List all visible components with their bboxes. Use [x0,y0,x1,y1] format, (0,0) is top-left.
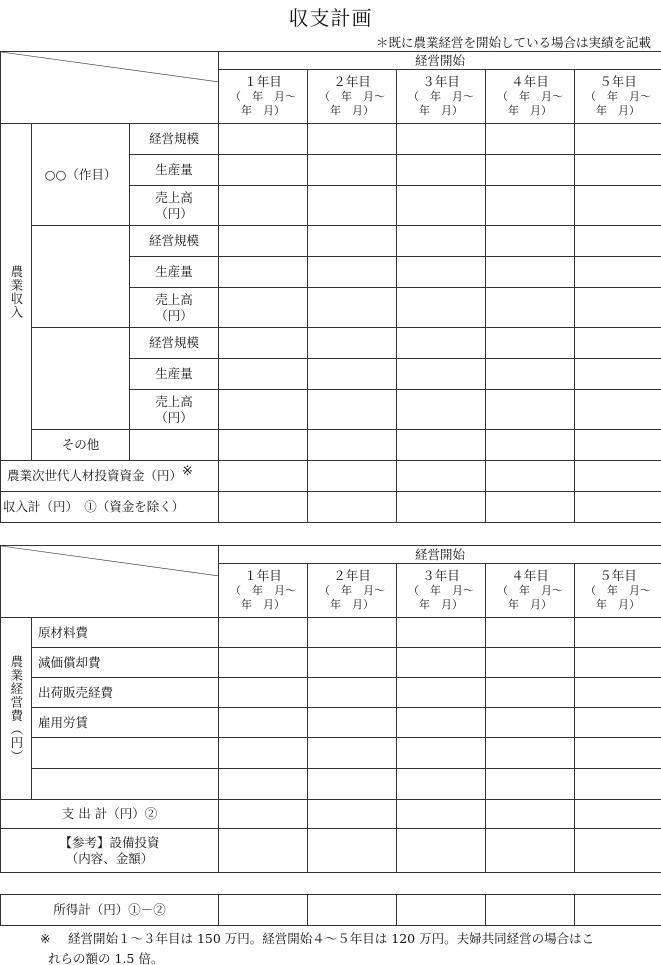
net-income-table [0,894,661,926]
input-cell[interactable] [397,895,486,926]
input-cell[interactable] [486,618,575,648]
expense-item-blank[interactable] [32,769,219,800]
table-row [1,708,661,738]
row-label-sales: 売上高 （円） [130,186,219,226]
input-cell[interactable] [219,769,308,800]
table-row [1,618,661,648]
input-cell[interactable] [486,124,575,155]
input-cell[interactable] [575,738,661,769]
input-cell[interactable] [219,124,308,155]
input-cell[interactable] [486,390,575,430]
input-cell[interactable] [575,257,661,288]
expense-item-label: 雇用労賃 [32,708,219,738]
year-5-header: ５年目 （ 年 月～ 年 月） [575,564,661,618]
table-row [1,430,661,461]
input-cell[interactable] [308,492,397,523]
input-cell[interactable] [397,769,486,800]
page-title: 収支計画 [288,6,373,30]
input-cell[interactable] [397,155,486,186]
input-cell[interactable] [397,226,486,257]
input-cell[interactable] [575,895,661,926]
input-cell[interactable] [219,155,308,186]
input-cell[interactable] [308,430,397,461]
row-label-sales: 売上高 （円） [130,390,219,430]
input-cell[interactable] [486,738,575,769]
input-cell[interactable] [308,226,397,257]
input-cell[interactable] [397,738,486,769]
input-cell[interactable] [308,257,397,288]
footnote-mark: ※ [40,931,51,946]
input-cell[interactable] [575,461,661,492]
input-cell[interactable] [219,618,308,648]
year-2-header: ２年目 （ 年 月～ 年 月） [308,564,397,618]
input-cell[interactable] [575,288,661,328]
row-label-production: 生産量 [130,155,219,186]
expense-item-label: 出荷販売経費 [32,678,219,708]
table-row [1,678,661,708]
input-cell[interactable] [397,186,486,226]
input-cell[interactable] [308,678,397,708]
table-row [1,769,661,800]
input-cell[interactable] [575,769,661,800]
table-row [1,738,661,769]
input-cell[interactable] [486,226,575,257]
input-cell[interactable] [486,288,575,328]
input-cell[interactable] [397,648,486,678]
input-cell[interactable] [397,461,486,492]
header-diagonal-cell [1,546,219,618]
input-cell[interactable] [397,124,486,155]
input-cell[interactable] [219,678,308,708]
crop-2-label[interactable] [32,226,130,328]
input-cell[interactable] [219,288,308,328]
year-1-header: １年目 （ 年 月～ 年 月） [219,70,308,124]
input-cell[interactable] [486,895,575,926]
input-cell[interactable] [397,708,486,738]
input-cell[interactable] [219,186,308,226]
income-table [0,51,661,523]
table-row [1,492,661,523]
input-cell[interactable] [575,618,661,648]
table-row [1,226,661,257]
input-cell[interactable] [575,678,661,708]
table-row [1,648,661,678]
input-cell[interactable] [397,328,486,359]
input-cell[interactable] [486,648,575,678]
note-actual-record: ＊既に農業経営を開始している場合は実績を記載 [375,35,651,50]
table-row [1,461,661,492]
input-cell[interactable] [486,461,575,492]
input-cell[interactable] [486,492,575,523]
input-cell[interactable] [219,738,308,769]
year-4-header: ４年目 （ 年 月～ 年 月） [486,70,575,124]
input-cell[interactable] [575,430,661,461]
other-label: その他 [32,430,130,461]
input-cell[interactable] [397,618,486,648]
input-cell[interactable] [219,800,308,829]
input-cell[interactable] [219,390,308,430]
input-cell[interactable] [486,155,575,186]
row-label-sales: 売上高 （円） [130,288,219,328]
input-cell[interactable] [397,492,486,523]
input-cell[interactable] [219,359,308,390]
row-label-production: 生産量 [130,359,219,390]
section-label-income: 農業収入 [1,124,32,461]
section-label-expense: 農業経営費（円） [1,618,32,800]
input-cell[interactable] [397,390,486,430]
input-cell[interactable] [308,708,397,738]
input-cell[interactable] [397,359,486,390]
input-cell[interactable] [575,186,661,226]
net-income-label: 所得計（円）①－② [1,895,219,926]
input-cell[interactable] [219,648,308,678]
input-cell[interactable] [397,288,486,328]
footnote-line-2: れらの額の 1.5 倍。 [48,951,164,965]
input-cell[interactable] [308,155,397,186]
table-row [1,829,661,873]
input-cell[interactable] [575,800,661,829]
input-cell[interactable] [575,648,661,678]
input-cell[interactable] [486,769,575,800]
input-cell[interactable] [308,618,397,648]
input-cell[interactable] [486,359,575,390]
input-cell[interactable] [219,461,308,492]
row-label-scale: 経営規模 [130,328,219,359]
footnote [40,929,650,965]
input-cell[interactable] [575,226,661,257]
input-cell[interactable] [397,430,486,461]
subsidy-label: 農業次世代人材投資資金（円）※ [1,461,219,492]
diagonal-line [1,546,218,617]
year-3-header: ３年目 （ 年 月～ 年 月） [397,70,486,124]
input-cell[interactable] [308,186,397,226]
reference-investment-label: 【参考】設備投資 （内容、金額） [1,829,219,873]
input-cell[interactable] [486,257,575,288]
input-cell[interactable] [575,359,661,390]
input-cell[interactable] [486,678,575,708]
income-total-label: 収入計（円） ①（資金を除く） [1,492,219,523]
header-diagonal-cell [1,52,219,124]
table-row [1,124,661,155]
year-2-header: ２年目 （ 年 月～ 年 月） [308,70,397,124]
row-label-scale: 経営規模 [130,226,219,257]
input-cell[interactable] [219,708,308,738]
input-cell[interactable] [575,829,661,873]
input-cell[interactable] [575,492,661,523]
group-label: 経営開始 [219,546,661,564]
input-cell[interactable] [397,257,486,288]
expense-item-label: 原材料費 [32,618,219,648]
crop-3-label[interactable] [32,328,130,430]
input-cell[interactable] [219,226,308,257]
table-row [1,800,661,829]
input-cell[interactable] [308,829,397,873]
footnote-line-1: 経営開始１～３年目は 150 万円。経営開始４～５年目は 120 万円。夫婦共同経営の場合はこ [68,931,595,946]
input-cell[interactable] [486,430,575,461]
table-row [1,328,661,359]
input-cell[interactable] [308,359,397,390]
year-1-header: １年目 （ 年 月～ 年 月） [219,564,308,618]
input-cell[interactable] [219,328,308,359]
input-cell[interactable] [486,829,575,873]
input-cell[interactable] [219,257,308,288]
input-cell[interactable] [575,124,661,155]
input-cell[interactable] [397,829,486,873]
input-cell[interactable] [308,800,397,829]
expense-item-label: 減価償却費 [32,648,219,678]
input-cell[interactable] [575,155,661,186]
expense-item-blank[interactable] [32,738,219,769]
input-cell[interactable] [486,800,575,829]
input-cell[interactable] [486,186,575,226]
input-cell[interactable] [308,769,397,800]
input-cell[interactable] [308,328,397,359]
input-cell[interactable] [575,708,661,738]
input-cell[interactable] [486,708,575,738]
input-cell[interactable] [219,492,308,523]
year-4-header: ４年目 （ 年 月～ 年 月） [486,564,575,618]
row-label-scale: 経営規模 [130,124,219,155]
input-cell[interactable] [219,829,308,873]
group-label: 経営開始 [219,52,661,70]
year-5-header: ５年目 （ 年 月～ 年 月） [575,70,661,124]
input-cell[interactable] [308,124,397,155]
input-cell[interactable] [397,800,486,829]
crop-1-label: ○○（作目） [32,124,130,226]
input-cell[interactable] [308,288,397,328]
input-cell[interactable] [486,328,575,359]
input-cell[interactable] [219,895,308,926]
input-cell[interactable] [308,738,397,769]
diagonal-line [1,52,218,123]
expense-total-label: 支 出 計（円）② [1,800,219,829]
input-cell[interactable] [575,390,661,430]
input-cell[interactable] [308,895,397,926]
input-cell[interactable] [308,390,397,430]
table-row [1,895,661,926]
input-cell[interactable] [308,461,397,492]
input-cell[interactable] [130,430,219,461]
input-cell[interactable] [219,430,308,461]
input-cell[interactable] [308,648,397,678]
input-cell[interactable] [397,678,486,708]
expense-table [0,545,661,873]
input-cell[interactable] [575,328,661,359]
row-label-production: 生産量 [130,257,219,288]
year-3-header: ３年目 （ 年 月～ 年 月） [397,564,486,618]
